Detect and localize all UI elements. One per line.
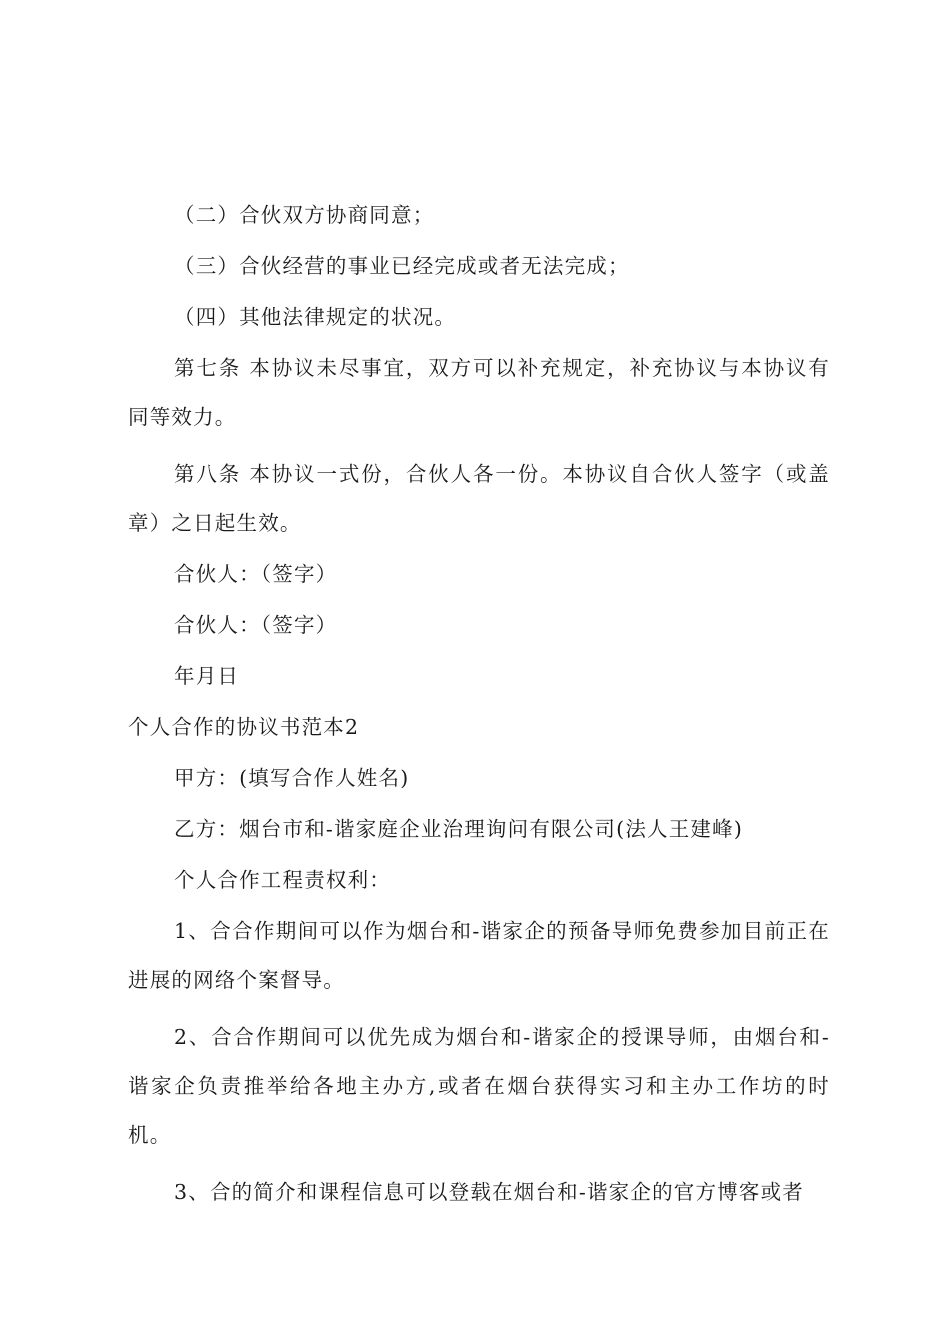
article-7: 第七条 本协议未尽事宜，双方可以补充规定，补充协议与本协议有同等效力。 xyxy=(128,356,830,429)
section-title: 个人合作的协议书范本2 xyxy=(128,715,360,739)
responsibilities-heading: 个人合作工程责权利： xyxy=(174,868,391,892)
article-8: 第八条 本协议一式份，合伙人各一份。本协议自合伙人签字（或盖章）之日起生效。 xyxy=(128,462,830,535)
clause-item-4: （四）其他法律规定的状况。 xyxy=(174,305,457,329)
clause-item-2: （二）合伙双方协商同意； xyxy=(174,203,435,227)
partner-signature-2: 合伙人：（签字） xyxy=(174,613,338,637)
responsibility-item-2: 2、合合作期间可以优先成为烟台和-谐家企的授课导师，由烟台和-谐家企负责推举给各地主办方,或者在烟台获得实习和主办工作坊的时机。 xyxy=(128,1025,830,1147)
party-b: 乙方：烟台市和-谐家庭企业治理询问有限公司(法人王建峰) xyxy=(174,817,744,841)
party-a: 甲方：(填写合作人姓名) xyxy=(174,766,410,790)
partner-signature-1: 合伙人：（签字） xyxy=(174,562,338,586)
clause-item-3: （三）合伙经营的事业已经完成或者无法完成； xyxy=(174,254,630,278)
signature-date: 年月日 xyxy=(174,664,240,688)
document-body xyxy=(128,191,830,1217)
responsibility-item-3: 3、合的简介和课程信息可以登载在烟台和-谐家企的官方博客或者 xyxy=(174,1180,804,1204)
responsibility-item-1: 1、合合作期间可以作为烟台和-谐家企的预备导师免费参加目前正在进展的网络个案督导。 xyxy=(128,919,830,992)
